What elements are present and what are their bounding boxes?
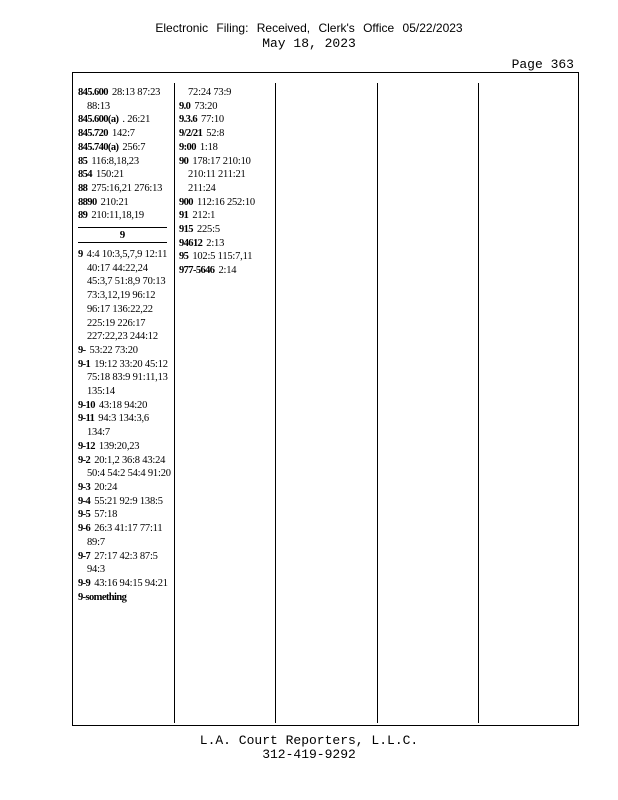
index-term: 89	[78, 210, 88, 222]
index-term: 8890	[78, 196, 97, 208]
page-line-refs: 2:13	[206, 237, 225, 249]
index-entry	[78, 86, 171, 113]
index-term: 94612	[179, 237, 203, 249]
index-term: 9:00	[179, 141, 196, 153]
index-term: 854	[78, 169, 92, 181]
index-term: 9/2/21	[179, 128, 203, 140]
index-entry	[78, 577, 171, 591]
index-term: 845.720	[78, 128, 108, 140]
page-line-refs: 116:8,18,23	[91, 155, 139, 167]
index-entries-8-series	[78, 86, 171, 223]
page-line-refs: 210:21	[100, 196, 129, 208]
index-term: 9-3	[78, 481, 91, 493]
index-entry	[78, 481, 171, 495]
page-line-refs: 256:7	[122, 141, 146, 153]
index-entries-9-continued	[179, 100, 272, 278]
page-line-refs: 1:18	[199, 141, 218, 153]
index-term: 845.600(a)	[78, 114, 119, 126]
index-term: 9-12	[78, 440, 95, 452]
page-line-refs: 77:10	[201, 114, 224, 126]
index-entry	[78, 168, 171, 182]
index-entry	[78, 182, 171, 196]
index-entry	[78, 358, 171, 399]
page-line-refs: 52:8	[206, 128, 225, 140]
index-term: 900	[179, 196, 193, 208]
page-line-refs: 142:7	[111, 128, 135, 140]
index-term: 845.600	[78, 87, 108, 98]
index-entry	[78, 141, 171, 155]
page-line-refs: . 26:21	[122, 114, 151, 126]
index-entry	[179, 250, 272, 264]
index-term: 9-something	[78, 591, 127, 603]
index-entries-9-series	[78, 248, 171, 604]
index-column-5-empty	[479, 73, 578, 725]
index-entry	[179, 155, 272, 196]
page-number: Page 363	[511, 57, 574, 72]
page-line-refs: 57:18	[94, 509, 118, 521]
reporter-company: L.A. Court Reporters, L.L.C.	[199, 733, 419, 748]
index-entry	[78, 440, 171, 454]
section-heading-9: 9	[78, 227, 167, 243]
index-entry	[78, 591, 171, 605]
page-line-refs: 212:1	[192, 210, 216, 222]
page-line-refs: 20:1,2 36:8 43:24 50:4 54:2 54:4 91:20	[87, 454, 171, 480]
index-term: 85	[78, 155, 88, 167]
index-term: 9-9	[78, 577, 91, 589]
page-line-refs: 19:12 33:20 45:12 75:18 83:9 91:11,13 135:14	[87, 358, 168, 398]
index-term: 9-2	[78, 454, 91, 466]
index-column-3-empty	[276, 73, 376, 725]
index-entry	[78, 495, 171, 509]
index-term: 9-7	[78, 550, 91, 562]
index-term: 9.0	[179, 100, 191, 112]
index-entry	[78, 209, 171, 223]
index-column-4-empty	[378, 73, 478, 725]
page-line-refs: 4:4 10:3,5,7,9 12:11 40:17 44:22,24 45:3,7 51:8,9 70:13 73:3,12,19 96:12 96:17 136:22,22 225:19 226:17 227:22,23 244:12	[86, 249, 168, 343]
page-line-refs: 73:20	[194, 100, 218, 112]
index-entry	[179, 264, 272, 278]
index-entry	[78, 550, 171, 577]
index-entry	[78, 454, 171, 481]
page-line-refs: 112:16 252:10	[196, 196, 255, 208]
index-entry	[179, 196, 272, 210]
index-entry	[78, 113, 171, 127]
index-term: 9-10	[78, 399, 95, 411]
page-line-refs: 28:13 87:23 88:13	[87, 87, 161, 112]
index-term: 977-5646	[179, 265, 215, 277]
index-column-1	[73, 73, 173, 725]
index-entry	[78, 127, 171, 141]
index-term: 88	[78, 182, 88, 194]
index-term: 91	[179, 210, 189, 222]
reporter-phone: 312-419-9292	[262, 747, 356, 762]
index-entry	[179, 113, 272, 127]
index-entry	[78, 196, 171, 210]
index-term: 9.3.6	[179, 114, 198, 126]
continuation-refs: 72:24 73:9	[188, 87, 232, 98]
filing-stamp: Electronic Filing: Received, Clerk's Office 05/22/2023	[155, 21, 463, 35]
page-line-refs: 102:5 115:7,11	[192, 251, 253, 263]
index-entry	[179, 127, 272, 141]
index-term: 9	[78, 249, 83, 261]
page-line-refs: 43:18 94:20	[98, 399, 148, 411]
index-entry	[78, 412, 171, 439]
page-line-refs: 178:17 210:10 210:11 211:21 211:24	[188, 155, 251, 194]
index-frame	[72, 72, 579, 726]
page-line-refs: 2:14	[218, 265, 237, 277]
page-line-refs: 139:20,23	[98, 440, 140, 452]
index-term: 9-11	[78, 413, 95, 425]
page-line-refs: 26:3 41:17 77:11 89:7	[87, 523, 163, 548]
page-line-refs: 210:11,18,19	[91, 210, 144, 222]
index-entry	[179, 100, 272, 114]
page-line-refs: 43:16 94:15 94:21	[94, 577, 168, 589]
page-line-refs: 53:22 73:20	[89, 344, 138, 356]
page-line-refs: 150:21	[95, 169, 124, 181]
index-term: 9-4	[78, 495, 91, 507]
index-term: 915	[179, 224, 193, 236]
index-entry	[78, 344, 171, 358]
page-line-refs: 55:21 92:9 138:5	[94, 495, 163, 507]
index-term: 9-	[78, 344, 86, 356]
index-term: 845.740(a)	[78, 141, 119, 153]
page-line-refs: 27:17 42:3 87:5 94:3	[87, 550, 158, 576]
index-term: 9-6	[78, 523, 91, 535]
page-line-refs: 225:5	[196, 224, 220, 236]
page-line-refs: 20:24	[94, 481, 118, 493]
page-line-refs: 94:3 134:3,6 134:7	[87, 413, 149, 439]
index-column-2	[174, 73, 274, 725]
index-entry	[179, 209, 272, 223]
index-entry	[78, 508, 171, 522]
index-term: 9-1	[78, 358, 91, 370]
index-entry	[78, 522, 171, 549]
index-entry	[179, 141, 272, 155]
index-term: 95	[179, 251, 189, 263]
page-line-refs: 275:16,21 276:13	[91, 182, 163, 194]
index-entry	[179, 223, 272, 237]
index-entry	[78, 155, 171, 169]
index-term: 9-5	[78, 509, 91, 521]
index-term: 90	[179, 155, 189, 167]
transcript-date: May 18, 2023	[262, 36, 356, 51]
index-entry	[179, 237, 272, 251]
index-entry	[78, 399, 171, 413]
index-entry	[78, 248, 171, 344]
